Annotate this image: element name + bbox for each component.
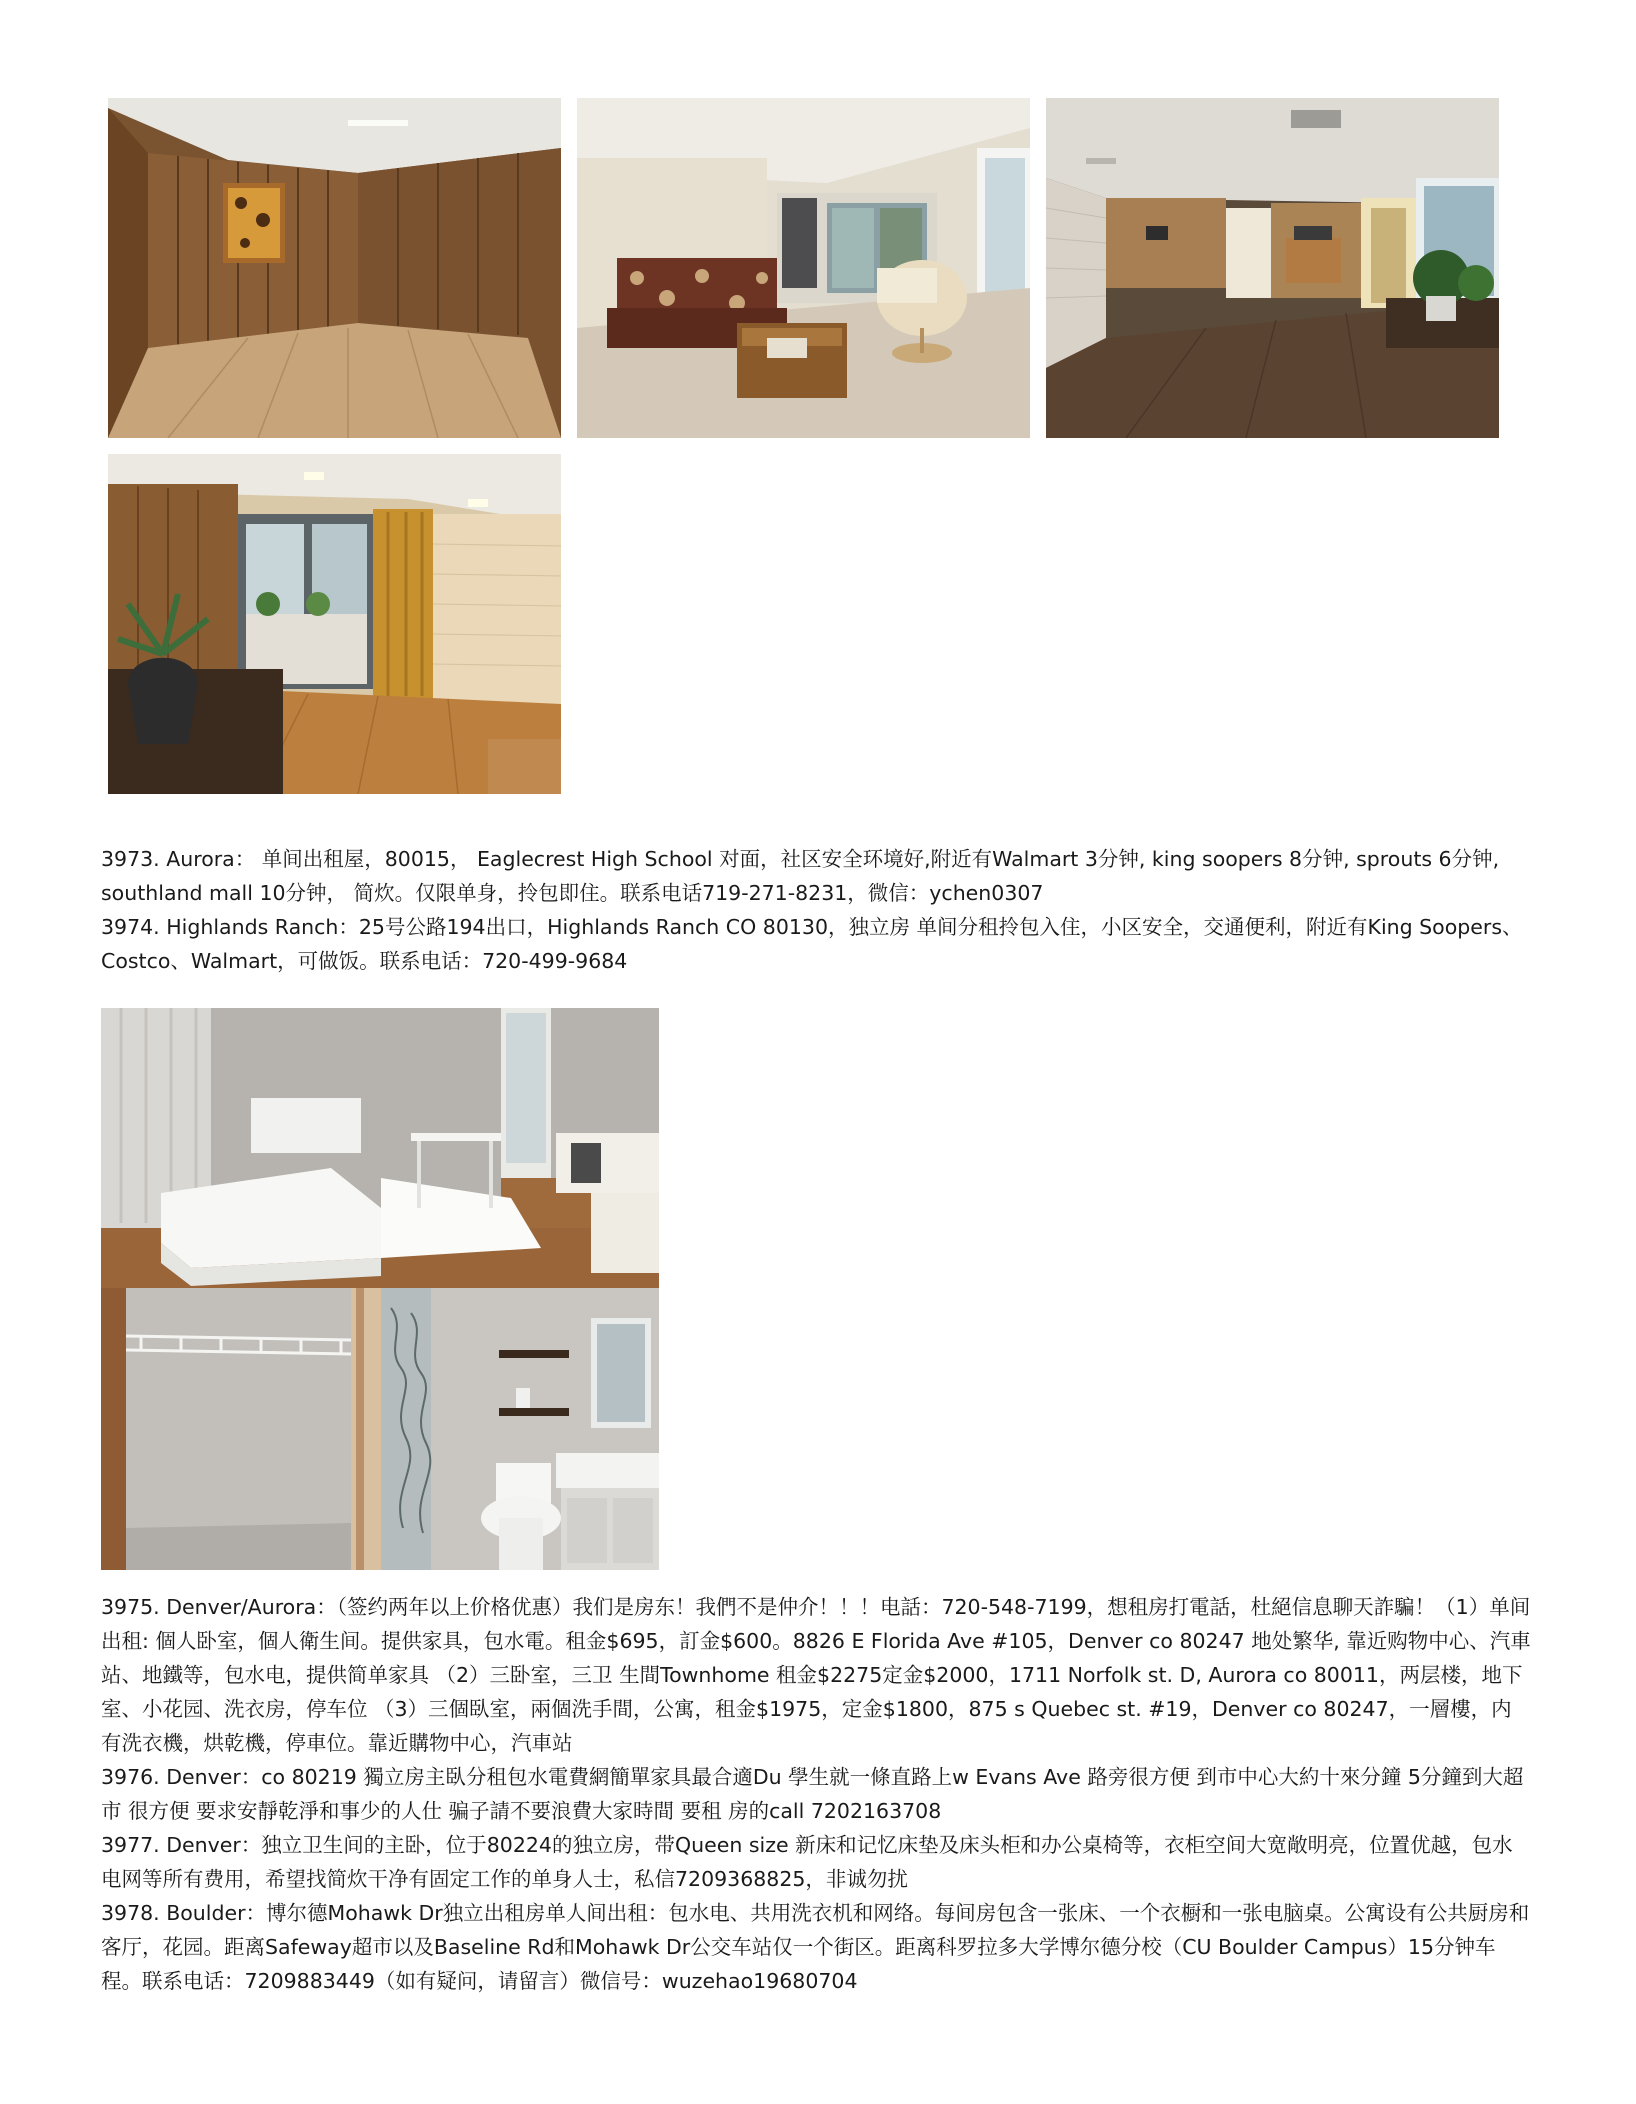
photo-sliding-door-room [108,454,561,794]
photo-wood-panel-room [108,98,561,438]
listing-3977: 3977. Denver：独立卫生间的主卧，位于80224的独立房，带Queen size 新床和记忆床垫及床头柜和办公桌椅等，衣柜空间大宽敞明亮，位置优越，包水电网等所有费用，希望找简炊干净有固定工作的单身人士，私信7209368825，非诚勿扰 [101,1833,1513,1891]
listing-3974: 3974. Highlands Ranch：25号公路194出口，Highlands Ranch CO 80130，独立房 单间分租拎包入住，小区安全，交通便利，附近有King Soopers、Costco、Walmart，可做饭。联系电话：720-499-9684 [101,915,1523,973]
listings-group-b [101,1590,1531,1998]
listing-3973: 3973. Aurora： 单间出租屋，80015， Eaglecrest High School 对面，社区安全环境好,附近有Walmart 3分钟, king soopers 8分钟, sprouts 6分钟, southland mall 10分钟， 简炊。仅限单身，拎包即住。联系电话719-271-8231，微信：ychen0307 [101,847,1500,905]
photo-basement-living [1046,98,1499,438]
photo-bedroom-beds [101,1008,659,1288]
photo-bathroom [381,1288,659,1570]
listing-3976: 3976. Denver：co 80219 獨立房主臥分租包水電費網簡單家具最合適Du 學生就一條直路上w Evans Ave 路旁很方便 到市中心大約十來分鐘 5分鐘到大超市 很方便 要求安靜乾淨和事少的人仕 骗子請不要浪費大家時間 要租 房的call 7202163708 [101,1765,1524,1823]
listings-group-a [101,842,1531,978]
listing-3978: 3978. Boulder：博尔德Mohawk Dr独立出租房单人间出租：包水电、共用洗衣机和网络。每间房包含一张床、一个衣橱和一张电脑桌。公寓设有公共厨房和客厅，花园。距离Safeway超市以及Baseline Rd和Mohawk Dr公交车站仅一个街区。距离科罗拉多大学博尔德分校（CU Boulder Campus）15分钟车程。联系电话：7209883449（如有疑问，请留言）微信号：wuzehao19680704 [101,1901,1530,1993]
photo-sunroom-sofa [577,98,1030,438]
listing-3975: 3975. Denver/Aurora：（签约两年以上价格优惠）我们是房东！我們不是仲介！！！电話：720-548-7199，想租房打電話，杜絕信息聊天詐騙！（1）单间出租: 個人卧室，個人衛生间。提供家具，包水電。租金$695，訂金$600。8826 E Florida Ave #105，Denver co 80247 地处繁华, 靠近购物中心、汽車站、地鐵等，包水电，提供简单家具 （2）三卧室，三卫 生間Townhome 租金$2275定金$2000，1711 Norfolk st. D, Aurora co 80011，两层楼，地下室、小花园、洗衣房，停车位 （3）三個臥室，兩個洗手間，公寓，租金$1975，定金$1800，875 s Quebec st. #19，Denver co 80247，一層樓，内有洗衣機，烘乾機，停車位。靠近購物中心，汽車站 [101,1595,1531,1755]
photo-closet [101,1288,381,1570]
